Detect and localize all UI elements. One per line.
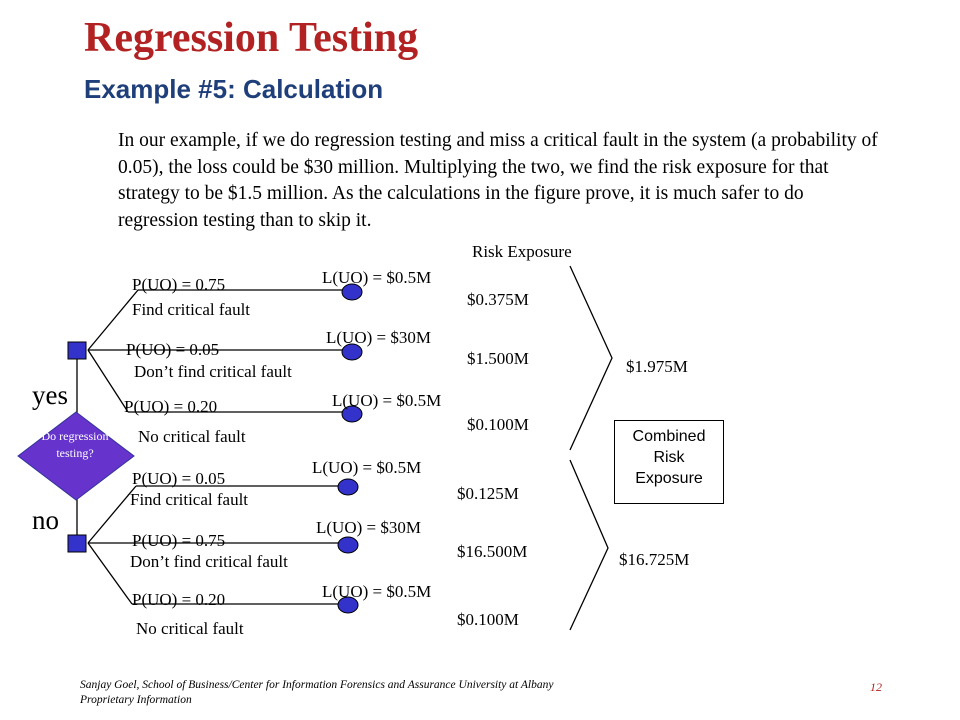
no-node-square <box>68 535 86 552</box>
no-branch-1-probability: P(UO) = 0.05 <box>132 469 226 488</box>
yes-branch-2-outcome: Don’t find critical fault <box>134 362 292 381</box>
page-number: 12 <box>870 680 882 694</box>
no-branch-1-exposure: $0.125M <box>457 484 519 503</box>
intro-paragraph: In our example, if we do regression testing and miss a critical fault in the system (a probability of 0.05), the loss could be $30 million. Multiplying the two, we find the risk exposure for that strategy to be $1.5 million. As the calculations in the figure prove, it is much safer to do regression testing than to skip it. <box>118 130 878 231</box>
risk-exposure-header: Risk Exposure <box>472 242 572 261</box>
yes-total-exposure: $1.975M <box>626 357 688 376</box>
combined-label-line-2: Risk <box>653 449 685 466</box>
yes-label: yes <box>32 380 68 410</box>
no-branch-2-probability: P(UO) = 0.75 <box>132 531 226 550</box>
yes-branch-3-outcome: No critical fault <box>138 427 246 446</box>
no-total-exposure: $16.725M <box>619 550 690 569</box>
yes-branch-1-exposure: $0.375M <box>467 290 529 309</box>
no-branch-3-probability: P(UO) = 0.20 <box>132 590 226 609</box>
no-branch-1-loss: L(UO) = $0.5M <box>312 458 422 477</box>
combined-label-line-1: Combined <box>632 428 706 445</box>
outcome-node <box>338 537 358 553</box>
combined-label-line-3: Exposure <box>635 470 703 487</box>
no-branch-2-loss: L(UO) = $30M <box>316 518 421 537</box>
slide-title: Regression Testing <box>84 15 419 61</box>
no-branch-3-outcome: No critical fault <box>136 619 244 638</box>
yes-branch-1-probability: P(UO) = 0.75 <box>132 275 226 294</box>
outcome-node <box>338 479 358 495</box>
yes-branch-3-exposure: $0.100M <box>467 415 529 434</box>
yes-branch-1-outcome: Find critical fault <box>132 300 251 319</box>
no-branch-3-loss: L(UO) = $0.5M <box>322 582 432 601</box>
no-branch-2-outcome: Don’t find critical fault <box>130 552 288 571</box>
yes-branch-2-probability: P(UO) = 0.05 <box>126 340 220 359</box>
combined-risk-exposure-box <box>614 420 724 504</box>
yes-node-square <box>68 342 86 359</box>
no-branch-2-exposure: $16.500M <box>457 542 528 561</box>
yes-branch-2-exposure: $1.500M <box>467 349 529 368</box>
yes-branch-3-loss: L(UO) = $0.5M <box>332 391 442 410</box>
yes-branch-2-loss: L(UO) = $30M <box>326 328 431 347</box>
no-branch-3-exposure: $0.100M <box>457 610 519 629</box>
footer-credit: Sanjay Goel, School of Business/Center for Information Forensics and Assurance University at Albany Proprietary Information <box>80 679 554 706</box>
yes-branch-1-loss: L(UO) = $0.5M <box>322 268 432 287</box>
no-label: no <box>32 505 59 535</box>
decision-label: Do regression testing? <box>41 429 109 460</box>
slide-subtitle: Example #5: Calculation <box>84 74 384 104</box>
yes-branch-3-probability: P(UO) = 0.20 <box>124 397 218 416</box>
no-branch-1-outcome: Find critical fault <box>130 490 249 509</box>
